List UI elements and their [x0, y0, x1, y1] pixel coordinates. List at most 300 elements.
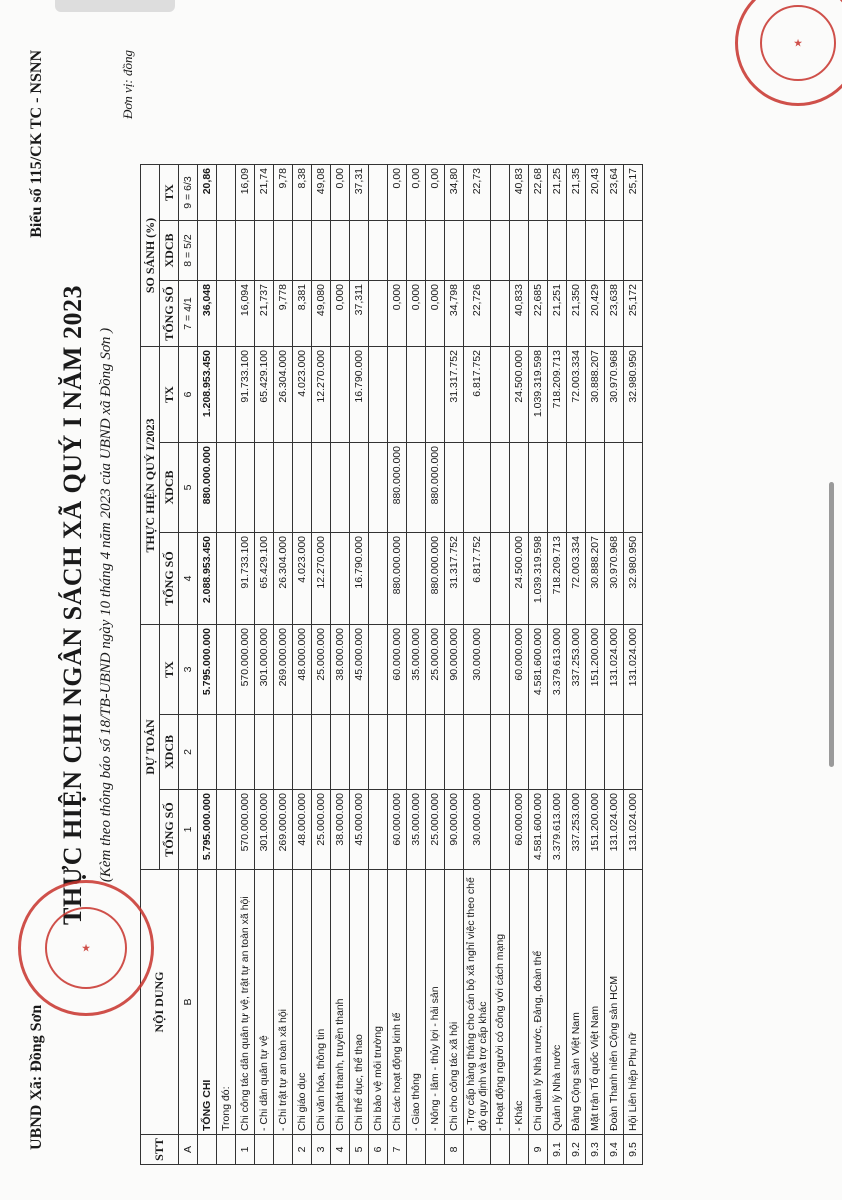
cell-value: [624, 443, 643, 533]
cell-value: 65.429.100: [255, 533, 274, 625]
cell-value: [407, 347, 426, 443]
row-name: Chi cho công tác xã hội: [445, 870, 464, 1135]
row-name: Trong đó:: [217, 870, 236, 1135]
row-stt: [255, 1135, 274, 1165]
cell-value: 25.000.000: [312, 790, 331, 870]
cell-value: 16.790.000: [350, 347, 369, 443]
cell-value: 21,35: [567, 165, 586, 221]
cell-value: 35.000.000: [407, 625, 426, 715]
cell-value: 3.379.613.000: [548, 625, 567, 715]
row-stt: [510, 1135, 529, 1165]
row-stt: [198, 1135, 217, 1165]
row-stt: [426, 1135, 445, 1165]
cell-value: [491, 281, 510, 347]
cell-value: 131.024.000: [624, 790, 643, 870]
column-index: 2: [179, 715, 198, 790]
col-so-sanh: SO SÁNH (%): [141, 165, 160, 347]
cell-value: 26.304.000: [274, 347, 293, 443]
row-stt: 3: [312, 1135, 331, 1165]
cell-value: [369, 715, 388, 790]
cell-value: 22,685: [529, 281, 548, 347]
row-name: - Khác: [510, 870, 529, 1135]
row-name: Mặt trận Tổ quốc Việt Nam: [586, 870, 605, 1135]
seal-star-icon: ★: [760, 5, 836, 81]
cell-value: [236, 443, 255, 533]
cell-value: [586, 221, 605, 281]
sub-xdcb: XDCB: [160, 443, 179, 533]
cell-value: [491, 221, 510, 281]
cell-value: [369, 165, 388, 221]
cell-value: 718.209.713: [548, 347, 567, 443]
cell-value: 880.000.000: [388, 533, 407, 625]
cell-value: [350, 443, 369, 533]
cell-value: [548, 443, 567, 533]
cell-value: 1.039.319.598: [529, 533, 548, 625]
row-stt: 9.5: [624, 1135, 643, 1165]
cell-value: 0,00: [331, 165, 350, 221]
column-index: 1: [179, 790, 198, 870]
cell-value: 131.024.000: [605, 790, 624, 870]
column-index: 6: [179, 347, 198, 443]
col-du-toan: DỰ TOÁN: [141, 625, 160, 870]
cell-value: [293, 221, 312, 281]
cell-value: 8,38: [293, 165, 312, 221]
cell-value: 25,172: [624, 281, 643, 347]
cell-value: 21,25: [548, 165, 567, 221]
cell-value: [293, 715, 312, 790]
cell-value: 49,08: [312, 165, 331, 221]
row-stt: 2: [293, 1135, 312, 1165]
cell-value: 12.270.000: [312, 533, 331, 625]
cell-value: [217, 443, 236, 533]
cell-value: [217, 790, 236, 870]
cell-value: 40,833: [510, 281, 529, 347]
cell-value: 31.317.752: [445, 533, 464, 625]
cell-value: 570.000.000: [236, 790, 255, 870]
cell-value: [293, 443, 312, 533]
cell-value: [369, 625, 388, 715]
cell-value: [548, 221, 567, 281]
row-stt: [217, 1135, 236, 1165]
cell-value: 20,43: [586, 165, 605, 221]
cell-value: 32.980.950: [624, 347, 643, 443]
row-name: Đoàn Thanh niên Cộng sản HCM: [605, 870, 624, 1135]
cell-value: [255, 715, 274, 790]
seal-star-icon: ★: [45, 907, 127, 989]
cell-value: [407, 715, 426, 790]
cell-value: [274, 715, 293, 790]
cell-value: 60.000.000: [388, 625, 407, 715]
cell-value: 37,31: [350, 165, 369, 221]
cell-value: 30.970.968: [605, 533, 624, 625]
cell-value: 9,778: [274, 281, 293, 347]
cell-value: [567, 221, 586, 281]
top-bezel: [55, 0, 175, 12]
cell-value: [407, 443, 426, 533]
table-row: [293, 165, 312, 1165]
form-number: Biểu số 115/CK TC - NSNN: [28, 50, 45, 238]
row-name: Quản lý Nhà nước: [548, 870, 567, 1135]
cell-value: [369, 443, 388, 533]
table-row: [586, 165, 605, 1165]
cell-value: 48.000.000: [293, 625, 312, 715]
row-name: - Trợ cấp hàng tháng cho cán bộ xã nghỉ việc theo chế độ quy định và trợ cấp khác: [464, 870, 491, 1135]
cell-value: [388, 347, 407, 443]
row-stt: 9.2: [567, 1135, 586, 1165]
col-thuc-hien: THỰC HIỆN QUÝ I/2023: [141, 347, 160, 625]
row-name: Chi phát thanh, truyền thanh: [331, 870, 350, 1135]
cell-value: 72.003.334: [567, 347, 586, 443]
table-row: [369, 165, 388, 1165]
cell-value: 49,080: [312, 281, 331, 347]
cell-value: 30.000.000: [464, 790, 491, 870]
row-name: Chi công tác dân quân tự vệ, trật tự an toàn xã hội: [236, 870, 255, 1135]
row-stt: [274, 1135, 293, 1165]
cell-value: [567, 715, 586, 790]
table-row: [426, 165, 445, 1165]
table-row: [331, 165, 350, 1165]
row-name: Đảng Cộng sản Việt Nam: [567, 870, 586, 1135]
row-name: Chi thể dục, thể thao: [350, 870, 369, 1135]
cell-value: [605, 221, 624, 281]
cell-value: [331, 715, 350, 790]
cell-value: 337.253.000: [567, 790, 586, 870]
table-row: [445, 165, 464, 1165]
cell-value: 36,048: [198, 281, 217, 347]
cell-value: 31.317.752: [445, 347, 464, 443]
sub-tx: TX: [160, 347, 179, 443]
cell-value: 880.000.000: [198, 443, 217, 533]
cell-value: 40,83: [510, 165, 529, 221]
cell-value: 6.817.752: [464, 533, 491, 625]
sub-xdcb: XDCB: [160, 221, 179, 281]
cell-value: 48.000.000: [293, 790, 312, 870]
cell-value: 21,350: [567, 281, 586, 347]
cell-value: [426, 347, 445, 443]
cell-value: 269.000.000: [274, 790, 293, 870]
document-subtitle: (Kèm theo thông báo số 18/TB-UBND ngày 10 tháng 4 năm 2023 của UBND xã Đồng Sơn ): [98, 327, 114, 883]
cell-value: 269.000.000: [274, 625, 293, 715]
table-row: [255, 165, 274, 1165]
cell-value: [445, 443, 464, 533]
row-name: - Chi dân quân tự vệ: [255, 870, 274, 1135]
cell-value: 22,73: [464, 165, 491, 221]
table-row: [510, 165, 529, 1165]
table-row: [236, 165, 255, 1165]
cell-value: [529, 715, 548, 790]
table-row: [407, 165, 426, 1165]
column-index: B: [179, 870, 198, 1135]
cell-value: 23,64: [605, 165, 624, 221]
row-stt: 8: [445, 1135, 464, 1165]
cell-value: [624, 221, 643, 281]
sub-tong-so: TỔNG SỐ: [160, 281, 179, 347]
cell-value: [369, 533, 388, 625]
cell-value: [491, 165, 510, 221]
cell-value: 12.270.000: [312, 347, 331, 443]
column-index: 7 = 4/1: [179, 281, 198, 347]
cell-value: 0,00: [426, 165, 445, 221]
cell-value: [255, 443, 274, 533]
row-stt: 5: [350, 1135, 369, 1165]
cell-value: 24.500.000: [510, 533, 529, 625]
sub-xdcb: XDCB: [160, 715, 179, 790]
cell-value: [407, 221, 426, 281]
cell-value: 91.733.100: [236, 347, 255, 443]
row-stt: 6: [369, 1135, 388, 1165]
row-stt: 9: [529, 1135, 548, 1165]
cell-value: [388, 715, 407, 790]
cell-value: [369, 347, 388, 443]
cell-value: [198, 715, 217, 790]
issuer-header: UBND Xã: Đồng Sơn: [28, 1004, 45, 1150]
cell-value: [350, 221, 369, 281]
cell-value: 30.000.000: [464, 625, 491, 715]
cell-value: [605, 443, 624, 533]
cell-value: [369, 790, 388, 870]
cell-value: 25,17: [624, 165, 643, 221]
cell-value: [274, 221, 293, 281]
cell-value: [491, 533, 510, 625]
cell-value: 38.000.000: [331, 790, 350, 870]
cell-value: [407, 533, 426, 625]
table-body: [198, 165, 643, 1165]
cell-value: 131.024.000: [624, 625, 643, 715]
cell-value: 337.253.000: [567, 625, 586, 715]
cell-value: 0,000: [407, 281, 426, 347]
cell-value: 38.000.000: [331, 625, 350, 715]
cell-value: [312, 443, 331, 533]
cell-value: 24.500.000: [510, 347, 529, 443]
cell-value: 91.733.100: [236, 533, 255, 625]
cell-value: 23,638: [605, 281, 624, 347]
row-stt: 7: [388, 1135, 407, 1165]
cell-value: 22,726: [464, 281, 491, 347]
cell-value: 4.581.600.000: [529, 790, 548, 870]
cell-value: 22,68: [529, 165, 548, 221]
cell-value: 1.039.319.598: [529, 347, 548, 443]
table-row: [548, 165, 567, 1165]
cell-value: 34,798: [445, 281, 464, 347]
row-stt: 9.1: [548, 1135, 567, 1165]
cell-value: [529, 221, 548, 281]
table-row: [388, 165, 407, 1165]
cell-value: 6.817.752: [464, 347, 491, 443]
row-name: - Giao thông: [407, 870, 426, 1135]
cell-value: 30.970.968: [605, 347, 624, 443]
cell-value: 16,094: [236, 281, 255, 347]
cell-value: 60.000.000: [510, 625, 529, 715]
cell-value: 301.000.000: [255, 625, 274, 715]
cell-value: [510, 715, 529, 790]
cell-value: [624, 715, 643, 790]
sub-tong-so: TỔNG SỐ: [160, 790, 179, 870]
cell-value: 90.000.000: [445, 625, 464, 715]
row-name: Hội Liên hiệp Phụ nữ: [624, 870, 643, 1135]
row-name: Chi văn hóa, thông tin: [312, 870, 331, 1135]
column-index: 4: [179, 533, 198, 625]
cell-value: [586, 715, 605, 790]
row-stt: [407, 1135, 426, 1165]
table-row: [274, 165, 293, 1165]
cell-value: 0,00: [388, 165, 407, 221]
cell-value: 21,251: [548, 281, 567, 347]
cell-value: [548, 715, 567, 790]
cell-value: 880.000.000: [388, 443, 407, 533]
cell-value: [491, 715, 510, 790]
cell-value: 5.795.000.000: [198, 790, 217, 870]
row-name: Chi bảo vệ môi trường: [369, 870, 388, 1135]
row-name: - Hoạt động người có công với cách mạng: [491, 870, 510, 1135]
cell-value: [350, 715, 369, 790]
sub-tx: TX: [160, 625, 179, 715]
cell-value: 37,311: [350, 281, 369, 347]
cell-value: 25.000.000: [426, 790, 445, 870]
cell-value: [605, 715, 624, 790]
cell-value: [464, 443, 491, 533]
cell-value: 0,00: [407, 165, 426, 221]
cell-value: 16.790.000: [350, 533, 369, 625]
cell-value: 151.200.000: [586, 790, 605, 870]
row-name: - Nông - lâm - thủy lợi - hải sản: [426, 870, 445, 1135]
cell-value: [491, 625, 510, 715]
cell-value: [217, 715, 236, 790]
row-stt: 1: [236, 1135, 255, 1165]
cell-value: [464, 715, 491, 790]
cell-value: 570.000.000: [236, 625, 255, 715]
row-stt: 9.3: [586, 1135, 605, 1165]
cell-value: [217, 221, 236, 281]
cell-value: [217, 533, 236, 625]
cell-value: 16,09: [236, 165, 255, 221]
cell-value: 3.379.613.000: [548, 790, 567, 870]
cell-value: 30.888.207: [586, 533, 605, 625]
cell-value: 5.795.000.000: [198, 625, 217, 715]
table-row: [464, 165, 491, 1165]
cell-value: 9,78: [274, 165, 293, 221]
cell-value: [255, 221, 274, 281]
cell-value: [426, 715, 445, 790]
cell-value: [236, 221, 255, 281]
table-row: [605, 165, 624, 1165]
unit-label: Đơn vị: đồng: [120, 50, 135, 120]
table-row: [198, 165, 217, 1165]
budget-table: [140, 164, 643, 1165]
column-index: 8 = 5/2: [179, 221, 198, 281]
cell-value: 4.023.000: [293, 533, 312, 625]
column-index: A: [179, 1135, 198, 1165]
cell-value: [426, 221, 445, 281]
cell-value: [369, 281, 388, 347]
column-index-row: [179, 165, 198, 1165]
table-row: [491, 165, 510, 1165]
row-name: Chi quản lý Nhà nước, Đảng, đoàn thể: [529, 870, 548, 1135]
cell-value: [331, 221, 350, 281]
cell-value: 880.000.000: [426, 443, 445, 533]
cell-value: 880.000.000: [426, 533, 445, 625]
cell-value: [217, 281, 236, 347]
cell-value: 25.000.000: [426, 625, 445, 715]
cell-value: 45.000.000: [350, 625, 369, 715]
row-name: Chi giáo dục: [293, 870, 312, 1135]
cell-value: 0,000: [388, 281, 407, 347]
cell-value: 35.000.000: [407, 790, 426, 870]
cell-value: 301.000.000: [255, 790, 274, 870]
cell-value: 45.000.000: [350, 790, 369, 870]
cell-value: [491, 347, 510, 443]
row-name: - Chi trật tự an toàn xã hội: [274, 870, 293, 1135]
cell-value: 65.429.100: [255, 347, 274, 443]
column-index: 3: [179, 625, 198, 715]
cell-value: [198, 221, 217, 281]
cell-value: 72.003.334: [567, 533, 586, 625]
rotated-document: [0, 30, 800, 1180]
cell-value: [217, 347, 236, 443]
table-row: [312, 165, 331, 1165]
cell-value: [331, 347, 350, 443]
cell-value: [464, 221, 491, 281]
table-row: [567, 165, 586, 1165]
table-row: [529, 165, 548, 1165]
cell-value: [529, 443, 548, 533]
cell-value: [274, 443, 293, 533]
row-stt: 9.4: [605, 1135, 624, 1165]
cell-value: 718.209.713: [548, 533, 567, 625]
cell-value: 34,80: [445, 165, 464, 221]
cell-value: 21,737: [255, 281, 274, 347]
cell-value: [510, 221, 529, 281]
sub-tong-so: TỔNG SỐ: [160, 533, 179, 625]
column-index: 5: [179, 443, 198, 533]
cell-value: [312, 715, 331, 790]
cell-value: 20,86: [198, 165, 217, 221]
table-row: [217, 165, 236, 1165]
cell-value: 8,381: [293, 281, 312, 347]
cell-value: [312, 221, 331, 281]
row-stt: [491, 1135, 510, 1165]
cell-value: [217, 165, 236, 221]
row-stt: [464, 1135, 491, 1165]
cell-value: 32.980.950: [624, 533, 643, 625]
cell-value: 20,429: [586, 281, 605, 347]
cell-value: [567, 443, 586, 533]
col-stt: STT: [141, 1135, 179, 1165]
cell-value: 151.200.000: [586, 625, 605, 715]
cell-value: [445, 221, 464, 281]
cell-value: [388, 221, 407, 281]
cell-value: 131.024.000: [605, 625, 624, 715]
table-row: [624, 165, 643, 1165]
cell-value: 4.581.600.000: [529, 625, 548, 715]
scrollbar[interactable]: [829, 482, 834, 767]
sub-tx: TX: [160, 165, 179, 221]
cell-value: 25.000.000: [312, 625, 331, 715]
column-index: 9 = 6/3: [179, 165, 198, 221]
col-noi-dung: NỘI DUNG: [141, 870, 179, 1135]
cell-value: 60.000.000: [510, 790, 529, 870]
cell-value: [491, 790, 510, 870]
cell-value: [491, 443, 510, 533]
cell-value: [236, 715, 255, 790]
cell-value: 0,000: [426, 281, 445, 347]
cell-value: 26.304.000: [274, 533, 293, 625]
cell-value: [217, 625, 236, 715]
cell-value: 90.000.000: [445, 790, 464, 870]
cell-value: 2.088.953.450: [198, 533, 217, 625]
document-title: THỰC HIỆN CHI NGÂN SÁCH XÃ QUÝ I NĂM 2023: [58, 285, 87, 925]
cell-value: 30.888.207: [586, 347, 605, 443]
cell-value: [331, 533, 350, 625]
